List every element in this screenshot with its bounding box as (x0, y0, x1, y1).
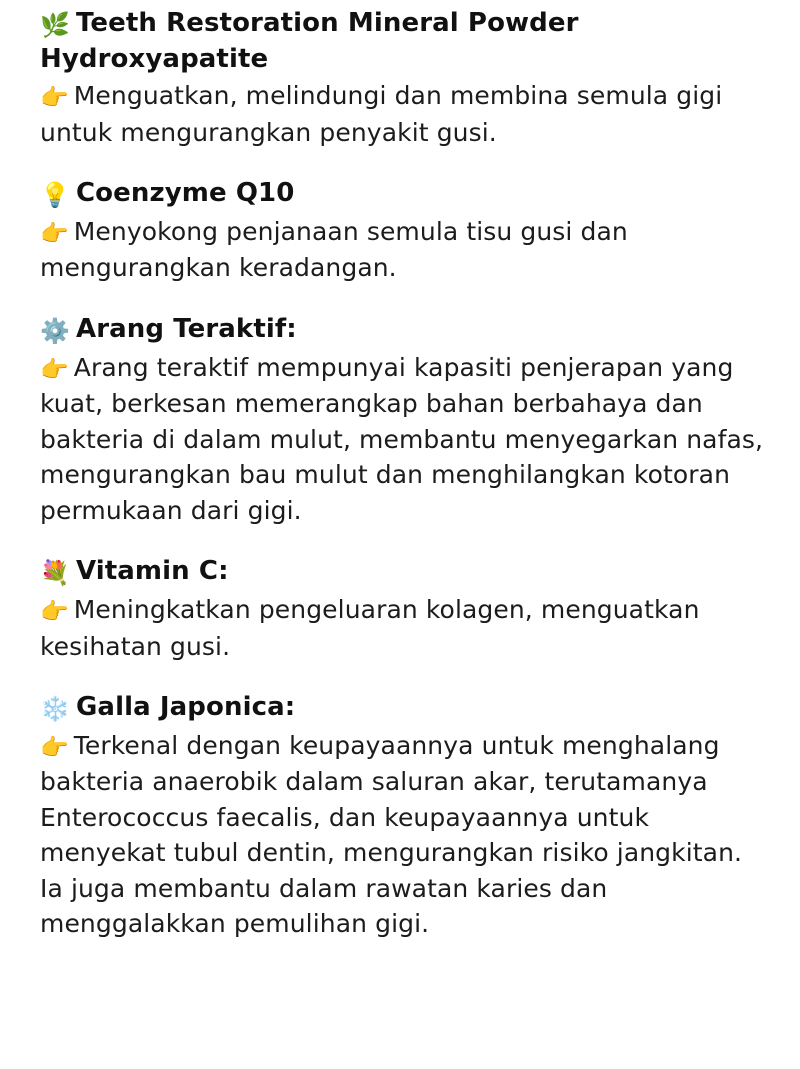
snowflake-icon: ❄️ (40, 695, 70, 724)
section-body (40, 350, 766, 529)
section-heading (40, 176, 766, 212)
ingredient-section (40, 6, 766, 150)
section-body-text: Menguatkan, melindungi dan membina semula gigi untuk mengurangkan penyakit gusi. (40, 80, 723, 147)
pointing-hand-icon: 👉 (40, 598, 69, 625)
pointing-hand-icon: 👉 (40, 356, 69, 383)
section-heading-text: Galla Japonica: (75, 692, 296, 723)
ingredient-section (40, 312, 766, 528)
section-body (40, 214, 766, 286)
ingredient-section (40, 690, 766, 942)
pointing-hand-icon: 👉 (40, 734, 69, 761)
section-body-text: Terkenal dengan keupayaannya untuk menghalang bakteria anaerobik dalam saluran akar, terutamanya Enterococcus faecalis, dan keupayaannya untuk menyekat tubul dentin, mengurangkan risiko jangkitan. Ia juga membantu dalam rawatan karies dan menggalakkan pemulihan gigi. (40, 730, 743, 939)
section-body (40, 78, 766, 150)
section-heading-text: Arang Teraktif: (75, 313, 297, 344)
section-body-text: Meningkatkan pengeluaran kolagen, menguatkan kesihatan gusi. (40, 594, 700, 661)
ingredient-section (40, 176, 766, 286)
section-heading (40, 554, 766, 590)
section-heading (40, 690, 766, 726)
section-body-text: Arang teraktif mempunyai kapasiti penjerapan yang kuat, berkesan memerangkap bahan berbahaya dan bakteria di dalam mulut, membantu menyegarkan nafas, mengurangkan bau mulut dan menghilangkan kotoran permukaan dari gigi. (40, 352, 764, 525)
section-heading (40, 312, 766, 348)
herb-leaf-icon: 🌿 (40, 11, 70, 39)
section-body (40, 728, 766, 942)
bulb-icon: 💡 (40, 181, 70, 210)
section-body-text: Menyokong penjanaan semula tisu gusi dan mengurangkan keradangan. (40, 216, 628, 283)
pointing-hand-icon: 👉 (40, 84, 69, 111)
section-heading-text: Vitamin C: (75, 556, 229, 587)
gear-icon: ⚙️ (40, 316, 70, 345)
section-heading-text: Coenzyme Q10 (75, 178, 295, 209)
section-heading-text: Teeth Restoration Mineral Powder Hydroxyapatite (40, 8, 579, 74)
section-heading (40, 6, 766, 76)
ingredient-section (40, 554, 766, 664)
pointing-hand-icon: 👉 (40, 220, 69, 247)
section-body (40, 592, 766, 664)
bouquet-flower-icon: 💐 (40, 559, 70, 588)
